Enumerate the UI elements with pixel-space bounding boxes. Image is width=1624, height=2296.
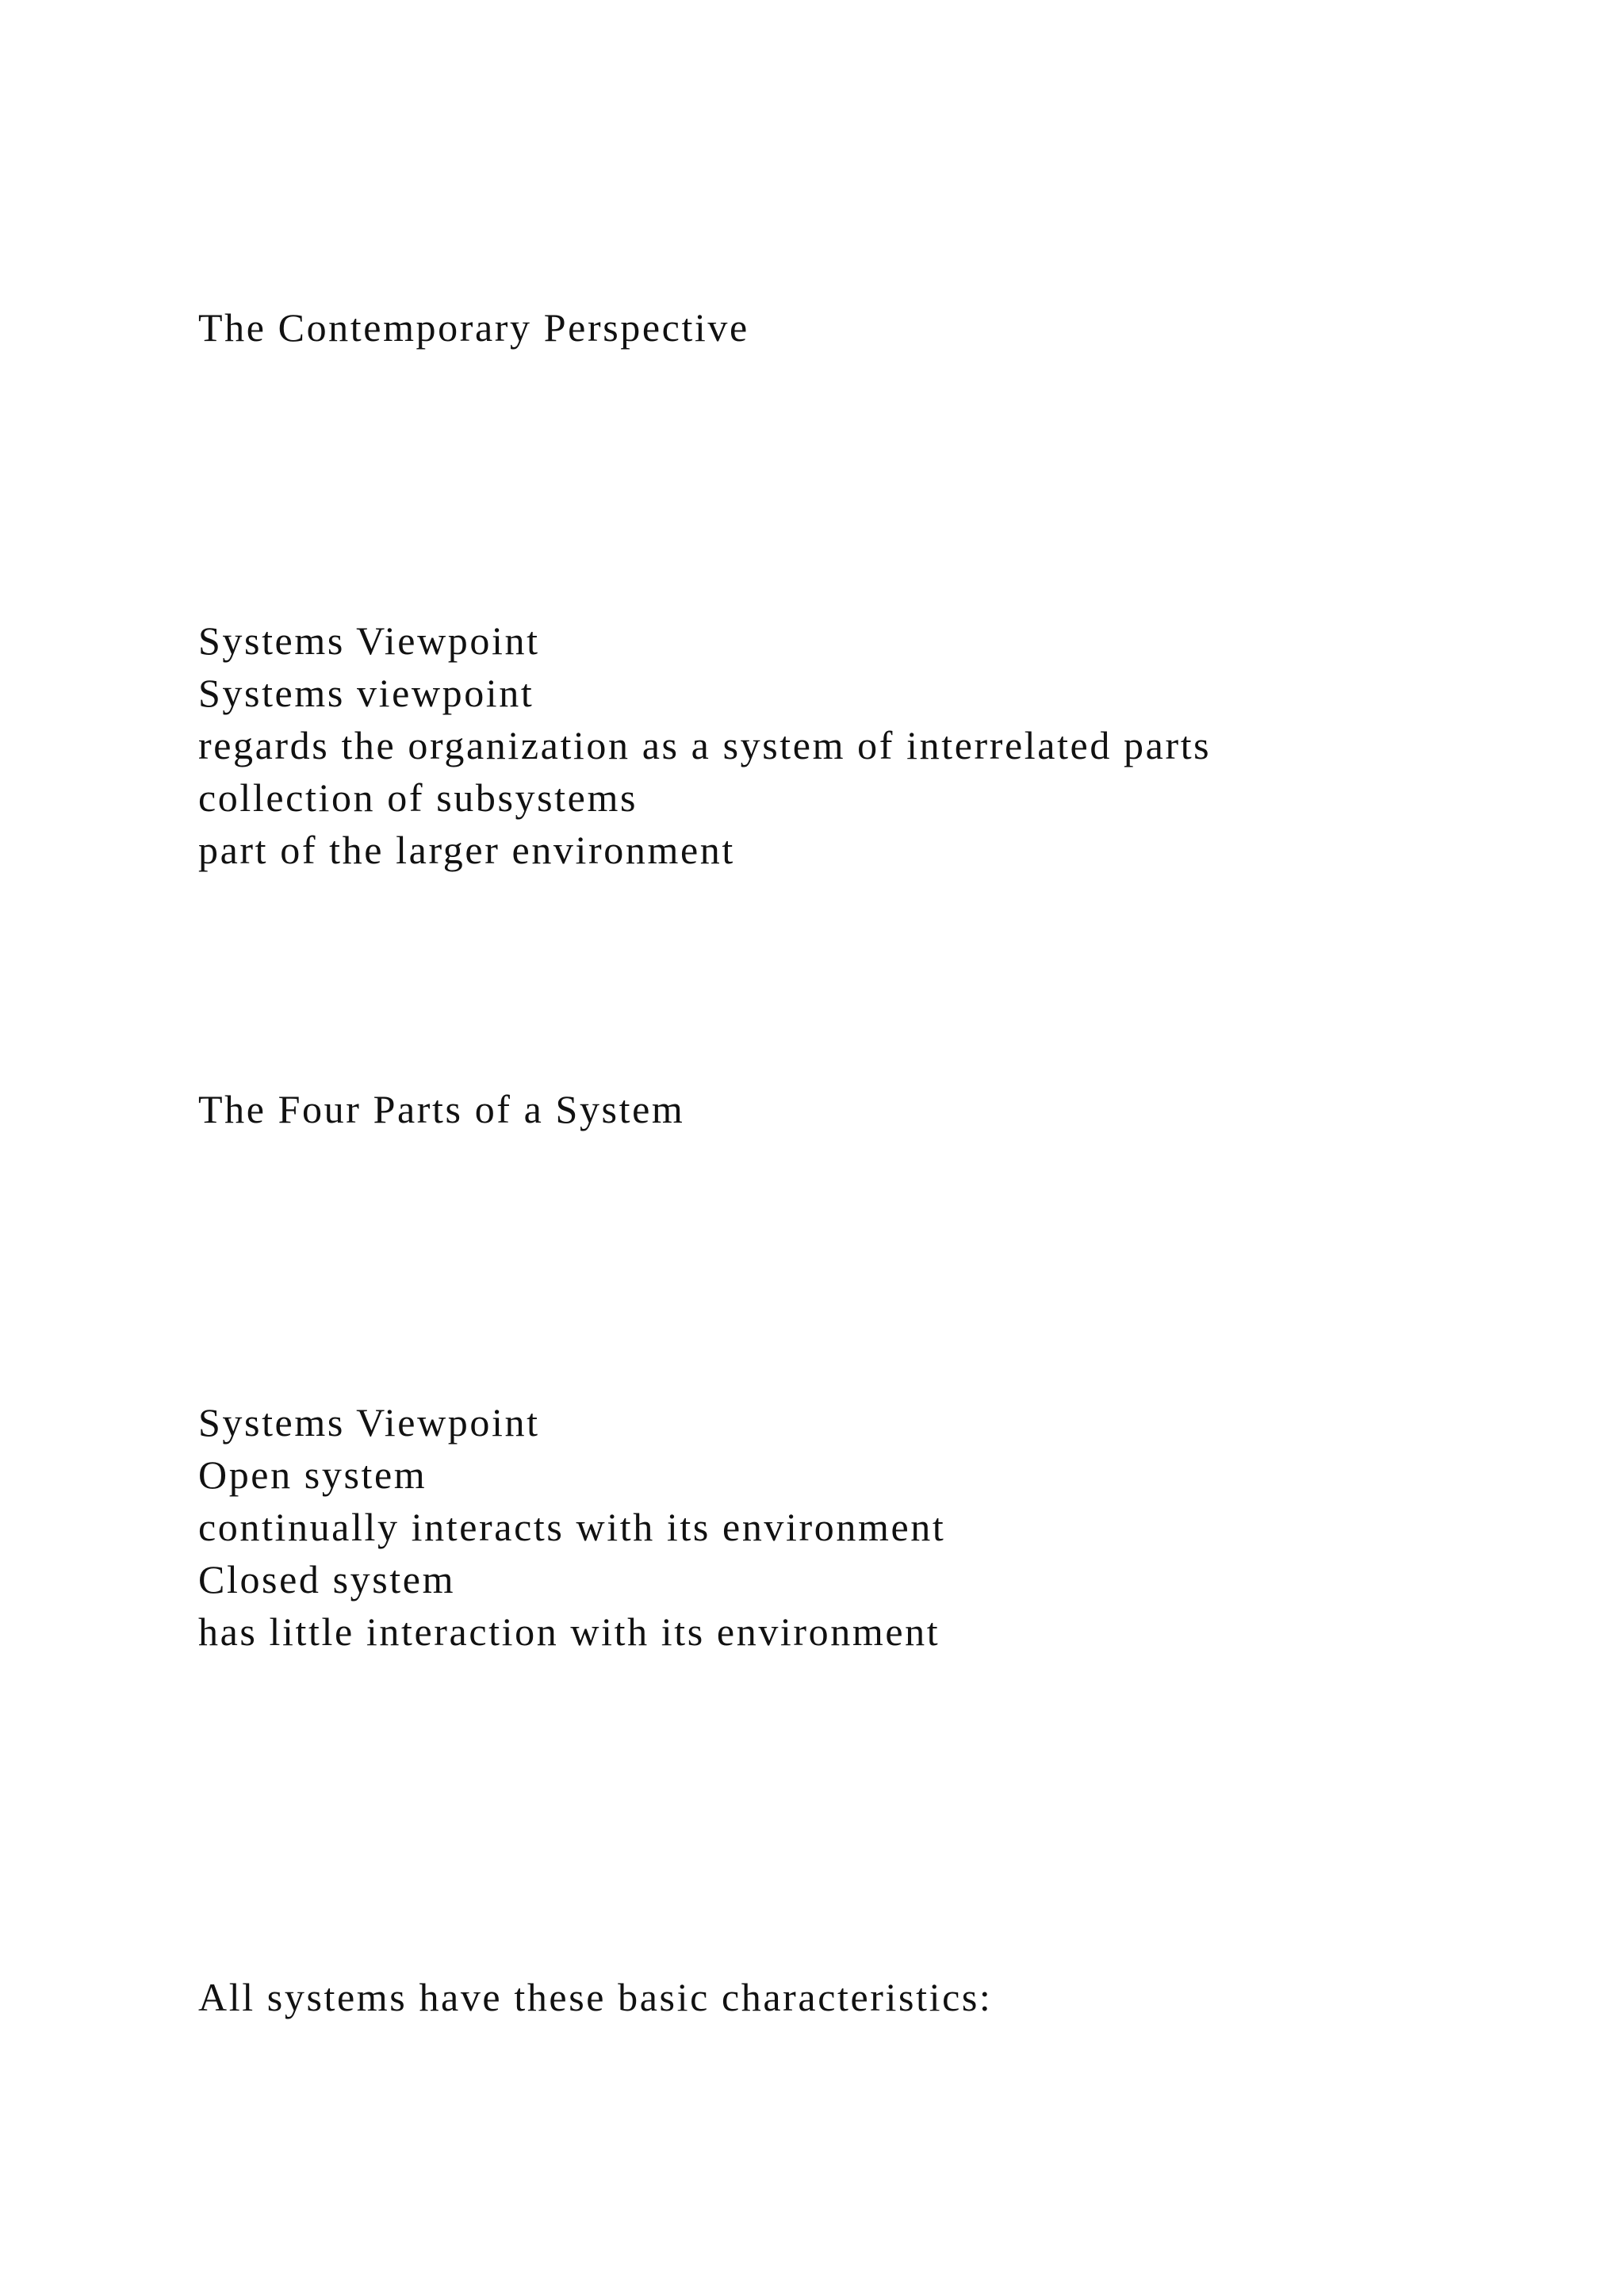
text-line: Systems viewpoint xyxy=(198,671,534,715)
text-line: collection of subsystems xyxy=(198,775,638,820)
text-line: Closed system xyxy=(198,1557,456,1601)
slide-title-contemporary-perspective: The Contemporary Perspective xyxy=(198,305,749,350)
slide-title-basic-characteristics: All systems have these basic characteristics: xyxy=(198,1975,993,2019)
text-line: part of the larger environment xyxy=(198,828,735,872)
text-line: continually interacts with its environment xyxy=(198,1505,946,1549)
text-line: regards the organization as a system of interrelated parts xyxy=(198,723,1212,767)
text-line: Open system xyxy=(198,1452,427,1497)
slide-title-systems-viewpoint: Systems Viewpoint xyxy=(198,618,540,663)
text-line: has little interaction with its environment xyxy=(198,1609,940,1654)
slide-title-systems-viewpoint-2: Systems Viewpoint xyxy=(198,1400,540,1445)
slide-title-four-parts: The Four Parts of a System xyxy=(198,1087,685,1131)
